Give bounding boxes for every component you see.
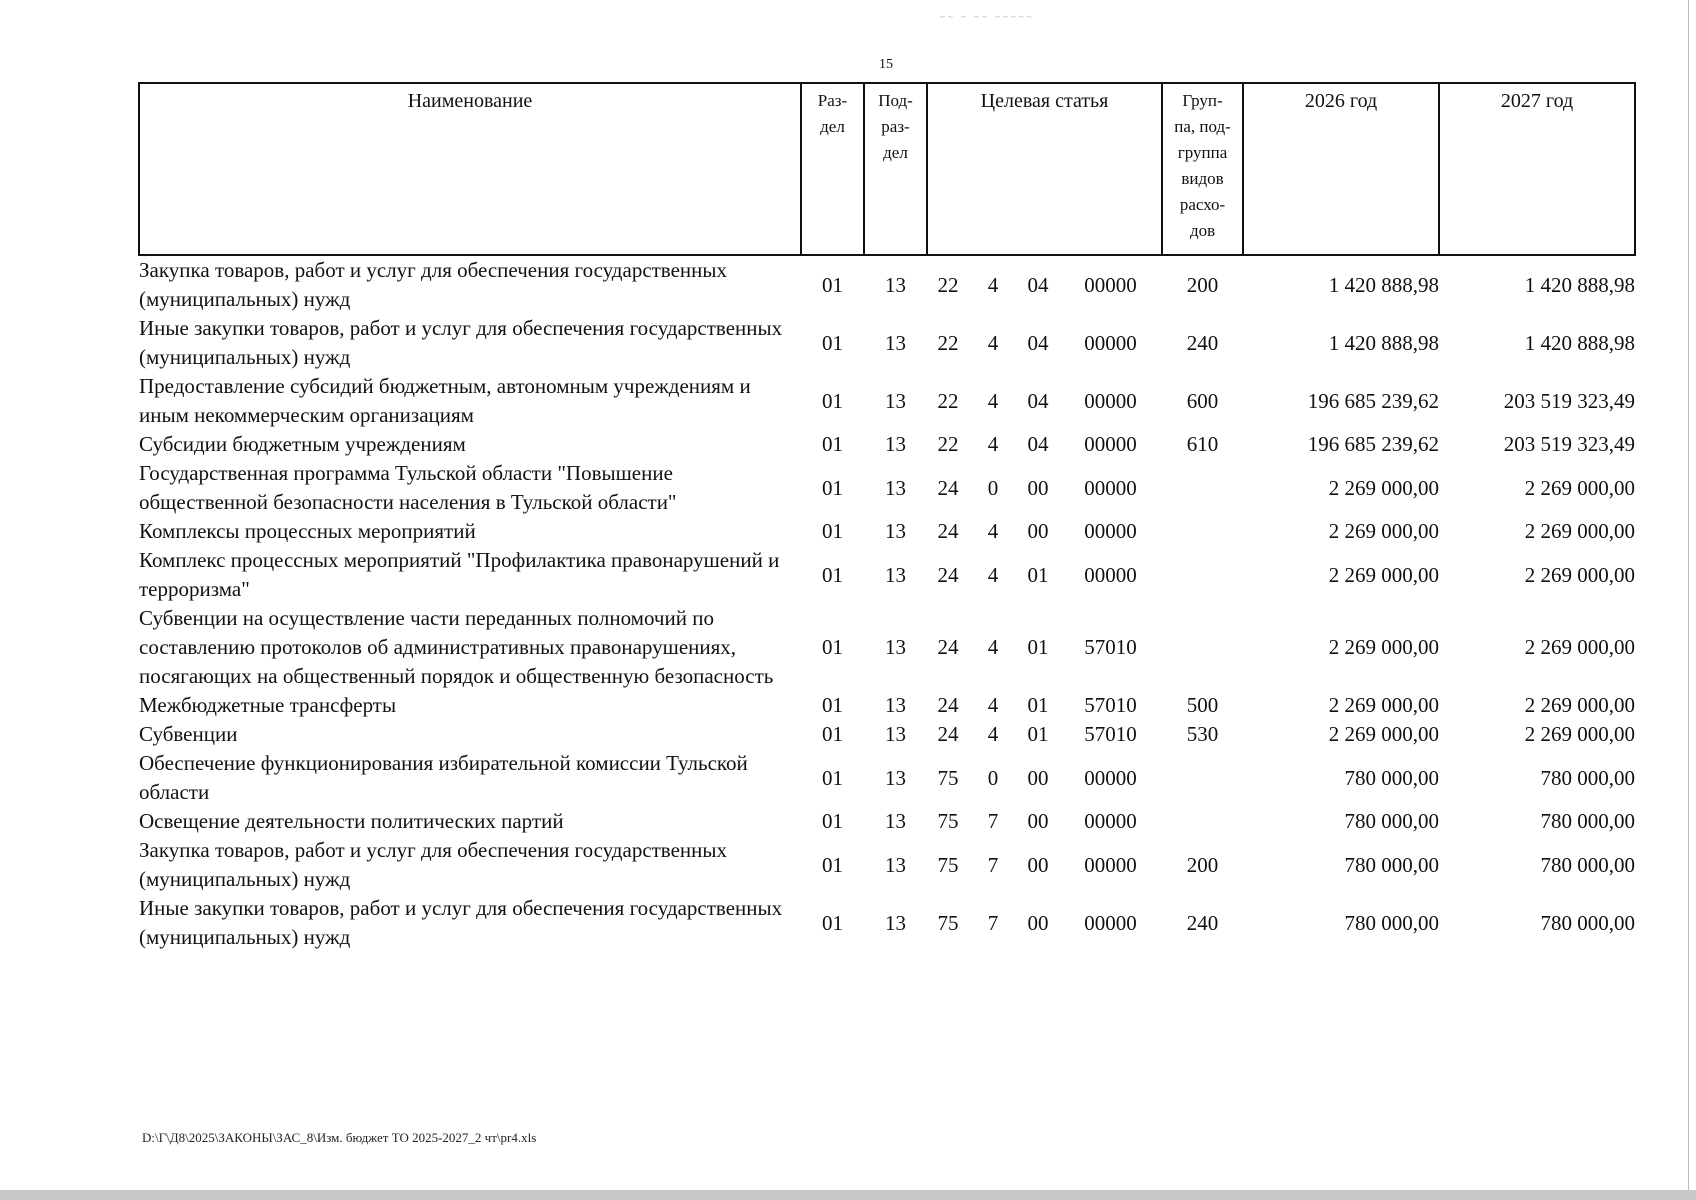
header-target-article: Целевая статья [927, 83, 1162, 255]
row-subsection-cell: 13 [885, 693, 906, 717]
row-target-direction-cell: 00000 [1084, 910, 1137, 935]
row-target-subprogram-cell: 01 [1027, 635, 1049, 659]
row-subsection-cell: 13 [885, 388, 906, 413]
row-name-cell: Государственная программа Тульской области "Повышение общественной безопасности населения в Тульской области" [139, 461, 677, 514]
row-name-cell: Комплексы процессных мероприятий [139, 519, 476, 543]
table-row [139, 720, 1635, 749]
table-row [139, 372, 1635, 430]
row-amount-2027-cell: 2 269 000,00 [1524, 475, 1636, 500]
header-year-2026: 2026 год [1243, 83, 1439, 255]
row-subsection-cell: 13 [885, 330, 906, 355]
table-row [139, 517, 1635, 546]
table-header-row [139, 83, 1635, 255]
row-target-type-cell: 7 [987, 809, 999, 833]
row-expense-group-cell [1162, 807, 1243, 836]
row-amount-2026-cell: 780 000,00 [1344, 910, 1440, 935]
row-amount-2027-cell: 203 519 323,49 [1503, 388, 1636, 413]
table-row [139, 604, 1635, 691]
budget-table [138, 82, 1636, 952]
table-row [139, 546, 1635, 604]
table-row [139, 459, 1635, 517]
row-section-cell: 01 [822, 272, 843, 297]
row-target-type-cell: 7 [987, 910, 999, 935]
row-target-subprogram-cell: 04 [1027, 272, 1049, 297]
row-target-program-cell: 24 [937, 519, 959, 543]
row-subsection-cell: 13 [885, 765, 906, 790]
row-amount-2026-cell: 2 269 000,00 [1328, 693, 1440, 717]
row-expense-group-cell [1162, 517, 1243, 546]
row-subsection-cell: 13 [885, 475, 906, 500]
row-target-subprogram-cell: 00 [1027, 852, 1049, 877]
row-target-type-cell: 4 [987, 388, 999, 413]
row-name-cell: Освещение деятельности политических партий [139, 809, 564, 833]
row-section-cell: 01 [822, 910, 843, 935]
row-target-direction-cell: 00000 [1084, 330, 1137, 355]
row-target-subprogram-cell: 04 [1027, 432, 1049, 456]
scan-edge [1688, 0, 1689, 1190]
row-section-cell: 01 [822, 432, 843, 456]
row-amount-2027-cell: 203 519 323,49 [1503, 432, 1636, 456]
row-target-type-cell: 4 [987, 519, 999, 543]
table-body [139, 255, 1635, 952]
row-target-type-cell: 4 [987, 562, 999, 587]
row-amount-2027-cell: 780 000,00 [1540, 852, 1636, 877]
row-subsection-cell: 13 [885, 910, 906, 935]
row-expense-group-cell: 530 [1186, 722, 1219, 746]
row-name-cell: Предоставление субсидий бюджетным, автономным учреждениям и иным некоммерческим организациям [139, 374, 751, 427]
row-target-program-cell: 22 [937, 388, 959, 413]
row-target-type-cell: 0 [987, 475, 999, 500]
row-target-subprogram-cell: 00 [1027, 910, 1049, 935]
row-expense-group-cell [1162, 546, 1243, 604]
row-section-cell: 01 [822, 635, 843, 659]
row-target-subprogram-cell: 04 [1027, 388, 1049, 413]
row-expense-group-cell [1162, 749, 1243, 807]
row-expense-group-cell: 610 [1186, 432, 1219, 456]
row-target-direction-cell: 57010 [1084, 693, 1137, 717]
row-target-program-cell: 75 [937, 852, 959, 877]
row-amount-2027-cell: 1 420 888,98 [1524, 272, 1636, 297]
scan-top-marks: ~~ ~ ~~ ~~~~~ [940, 12, 1035, 22]
header-section: Раз- дел [801, 83, 864, 255]
row-target-program-cell: 24 [937, 475, 959, 500]
row-amount-2026-cell: 780 000,00 [1344, 852, 1440, 877]
row-amount-2026-cell: 2 269 000,00 [1328, 635, 1440, 659]
row-expense-group-cell: 600 [1186, 388, 1219, 413]
row-name-cell: Закупка товаров, работ и услуг для обеспечения государственных (муниципальных) нужд [139, 838, 728, 891]
row-target-type-cell: 4 [987, 693, 999, 717]
row-amount-2027-cell: 2 269 000,00 [1524, 562, 1636, 587]
row-amount-2027-cell: 1 420 888,98 [1524, 330, 1636, 355]
row-target-direction-cell: 00000 [1084, 852, 1137, 877]
row-expense-group-cell: 240 [1186, 910, 1219, 935]
row-target-program-cell: 24 [937, 562, 959, 587]
row-target-type-cell: 0 [987, 765, 999, 790]
row-name-cell: Комплекс процессных мероприятий "Профилактика правонарушений и терроризма" [139, 548, 780, 601]
header-name: Наименование [139, 83, 801, 255]
row-name-cell: Обеспечение функционирования избирательной комиссии Тульской области [139, 751, 748, 804]
row-amount-2026-cell: 1 420 888,98 [1328, 330, 1440, 355]
row-target-direction-cell: 57010 [1084, 635, 1137, 659]
row-target-subprogram-cell: 01 [1027, 693, 1049, 717]
row-target-type-cell: 7 [987, 852, 999, 877]
row-subsection-cell: 13 [885, 272, 906, 297]
row-target-type-cell: 4 [987, 272, 999, 297]
table-row [139, 430, 1635, 459]
header-subsection: Под- раз- дел [864, 83, 927, 255]
row-amount-2026-cell: 2 269 000,00 [1328, 562, 1440, 587]
row-target-program-cell: 75 [937, 910, 959, 935]
row-section-cell: 01 [822, 388, 843, 413]
row-name-cell: Закупка товаров, работ и услуг для обеспечения государственных (муниципальных) нужд [139, 258, 728, 311]
row-section-cell: 01 [822, 693, 843, 717]
table-row [139, 691, 1635, 720]
header-year-2027: 2027 год [1439, 83, 1635, 255]
row-amount-2027-cell: 2 269 000,00 [1524, 519, 1636, 543]
row-amount-2027-cell: 2 269 000,00 [1524, 693, 1636, 717]
row-amount-2027-cell: 780 000,00 [1540, 765, 1636, 790]
footer-file-path: D:\Г\Д8\2025\ЗАКОНЫ\ЗАС_8\Изм. бюджет ТО 2025-2027_2 чт\pr4.xls [142, 1130, 537, 1145]
page-number: 15 [879, 57, 893, 72]
row-target-direction-cell: 00000 [1084, 475, 1137, 500]
row-target-subprogram-cell: 01 [1027, 722, 1049, 746]
row-amount-2026-cell: 2 269 000,00 [1328, 519, 1440, 543]
header-expense-group: Груп- па, под- группа видов расхо- дов [1162, 83, 1243, 255]
row-name-cell: Иные закупки товаров, работ и услуг для обеспечения государственных (муниципальных) нужд [139, 896, 783, 949]
row-amount-2026-cell: 1 420 888,98 [1328, 272, 1440, 297]
row-target-subprogram-cell: 00 [1027, 475, 1049, 500]
row-target-type-cell: 4 [987, 722, 999, 746]
row-target-program-cell: 24 [937, 635, 959, 659]
row-amount-2026-cell: 780 000,00 [1344, 765, 1440, 790]
table-row [139, 749, 1635, 807]
table-row [139, 894, 1635, 952]
scan-bottom-band [0, 1190, 1696, 1200]
row-amount-2026-cell: 196 685 239,62 [1307, 388, 1440, 413]
row-section-cell: 01 [822, 519, 843, 543]
table-row [139, 807, 1635, 836]
row-amount-2027-cell: 2 269 000,00 [1524, 635, 1636, 659]
row-section-cell: 01 [822, 852, 843, 877]
row-target-type-cell: 4 [987, 635, 999, 659]
row-subsection-cell: 13 [885, 562, 906, 587]
table-row [139, 255, 1635, 314]
row-section-cell: 01 [822, 722, 843, 746]
row-target-subprogram-cell: 04 [1027, 330, 1049, 355]
row-subsection-cell: 13 [885, 809, 906, 833]
row-target-subprogram-cell: 01 [1027, 562, 1049, 587]
table-row [139, 314, 1635, 372]
row-target-program-cell: 22 [937, 432, 959, 456]
row-amount-2027-cell: 780 000,00 [1540, 910, 1636, 935]
row-amount-2026-cell: 780 000,00 [1344, 809, 1440, 833]
row-subsection-cell: 13 [885, 852, 906, 877]
row-name-cell: Межбюджетные трансферты [139, 693, 397, 717]
row-subsection-cell: 13 [885, 722, 906, 746]
row-section-cell: 01 [822, 765, 843, 790]
row-target-subprogram-cell: 00 [1027, 765, 1049, 790]
row-expense-group-cell: 200 [1186, 852, 1219, 877]
row-target-program-cell: 75 [937, 765, 959, 790]
row-expense-group-cell: 240 [1186, 330, 1219, 355]
row-target-direction-cell: 00000 [1084, 519, 1137, 543]
row-target-program-cell: 22 [937, 330, 959, 355]
row-target-direction-cell: 00000 [1084, 765, 1137, 790]
row-section-cell: 01 [822, 562, 843, 587]
row-expense-group-cell [1162, 459, 1243, 517]
row-section-cell: 01 [822, 330, 843, 355]
row-name-cell: Субвенции [139, 722, 238, 746]
row-target-direction-cell: 57010 [1084, 722, 1137, 746]
row-name-cell: Субсидии бюджетным учреждениям [139, 432, 466, 456]
row-subsection-cell: 13 [885, 519, 906, 543]
row-target-direction-cell: 00000 [1084, 272, 1137, 297]
row-name-cell: Субвенции на осуществление части переданных полномочий по составлению протоколов об административных правонарушениях, посягающих на общественный порядок и общественную безопасность [139, 606, 774, 688]
row-expense-group-cell: 200 [1186, 272, 1219, 297]
row-target-program-cell: 24 [937, 693, 959, 717]
row-amount-2027-cell: 780 000,00 [1540, 809, 1636, 833]
row-target-program-cell: 22 [937, 272, 959, 297]
row-amount-2026-cell: 2 269 000,00 [1328, 722, 1440, 746]
row-section-cell: 01 [822, 809, 843, 833]
row-amount-2026-cell: 2 269 000,00 [1328, 475, 1440, 500]
row-name-cell: Иные закупки товаров, работ и услуг для обеспечения государственных (муниципальных) нужд [139, 316, 783, 369]
row-subsection-cell: 13 [885, 432, 906, 456]
row-section-cell: 01 [822, 475, 843, 500]
row-target-program-cell: 75 [937, 809, 959, 833]
row-amount-2027-cell: 2 269 000,00 [1524, 722, 1636, 746]
row-amount-2026-cell: 196 685 239,62 [1307, 432, 1440, 456]
row-target-direction-cell: 00000 [1084, 388, 1137, 413]
row-target-program-cell: 24 [937, 722, 959, 746]
row-target-direction-cell: 00000 [1084, 432, 1137, 456]
table-row [139, 836, 1635, 894]
row-target-direction-cell: 00000 [1084, 562, 1137, 587]
row-expense-group-cell [1162, 604, 1243, 691]
row-target-type-cell: 4 [987, 432, 999, 456]
row-target-subprogram-cell: 00 [1027, 809, 1049, 833]
row-subsection-cell: 13 [885, 635, 906, 659]
row-target-direction-cell: 00000 [1084, 809, 1137, 833]
row-target-subprogram-cell: 00 [1027, 519, 1049, 543]
row-expense-group-cell: 500 [1186, 693, 1219, 717]
row-target-type-cell: 4 [987, 330, 999, 355]
